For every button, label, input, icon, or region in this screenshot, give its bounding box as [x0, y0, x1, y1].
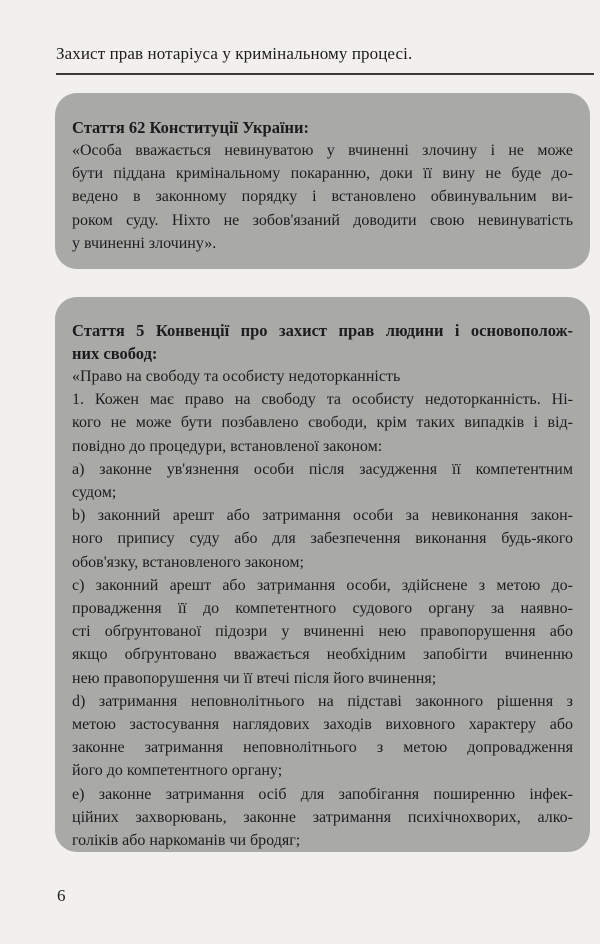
text-line: c) законний арешт або затримання особи, здійснене з метою до-	[72, 576, 573, 594]
constitution-article-text	[72, 139, 573, 255]
text-line: обов'язку, встановленого законом;	[72, 553, 304, 571]
text-line: 1. Кожен має право на свободу та особисту недоторканність. Ні-	[72, 391, 573, 409]
text-line: голіків або наркоманів чи бродяг;	[72, 832, 301, 850]
text-line: повідно до процедури, встановленої законом:	[72, 437, 383, 455]
text-line: «Особа вважається невинуватою у вчиненні злочину і не може	[72, 142, 573, 159]
text-line: ного припису суду або для забезпечення виконання будь-якого	[72, 530, 573, 548]
text-line: ведено в законному порядку і встановлено обвинувальним ви-	[72, 188, 573, 206]
text-line: судом;	[72, 484, 117, 502]
text-line: e) законне затримання осіб для запобігання поширенню інфек-	[72, 785, 573, 803]
running-head-title: Захист прав нотаріуса у кримінальному процесі.	[56, 44, 413, 63]
page-number: 6	[57, 886, 66, 905]
text-line: «Право на свободу та особисту недоторканність	[72, 368, 401, 385]
text-line: провадження її до компетентного судового органу за наявно-	[72, 600, 573, 618]
convention-article-title	[72, 319, 573, 365]
text-line: якщо обґрунтовано вважається необхідним запобігти вчиненню	[72, 646, 573, 664]
convention-article-text	[72, 365, 573, 852]
text-line: його до компетентного органу;	[72, 762, 283, 780]
text-line: метою застосування наглядових заходів виховного характеру або	[72, 716, 573, 734]
title-line: них свобод:	[72, 344, 158, 363]
title-line: Стаття 5 Конвенції про захист прав людини і основополож-	[72, 321, 573, 340]
header-rule	[56, 73, 594, 75]
text-line: роком суду. Ніхто не зобов'язаний доводити свою невинуватість	[72, 211, 573, 229]
text-line: сті обґрунтованої підозри у вчиненні нею правопорушення або	[72, 623, 573, 641]
constitution-article-box	[55, 93, 590, 269]
text-line: бути піддана кримінальному покаранню, доки її вину не буде до-	[72, 165, 573, 183]
text-line: a) законне ув'язнення особи після засудження її компетентним	[72, 460, 573, 478]
convention-article-box	[55, 297, 590, 852]
text-line: законне затримання неповнолітнього з метою допровадження	[72, 739, 573, 757]
text-line: ційних захворювань, законне затримання психічнохворих, алко-	[72, 808, 573, 826]
text-line: b) законний арешт або затримання особи за невиконання закон-	[72, 507, 573, 525]
constitution-article-title: Стаття 62 Конституції України:	[72, 118, 310, 137]
text-line: нею правопорушення чи її втечі після його вчинення;	[72, 669, 437, 687]
text-line: кого не може бути позбавлено свободи, крім таких випадків і від-	[72, 414, 573, 432]
text-line: d) затримання неповнолітнього на підставі законного рішення з	[72, 692, 573, 710]
text-line: у вчиненні злочину».	[72, 234, 217, 252]
